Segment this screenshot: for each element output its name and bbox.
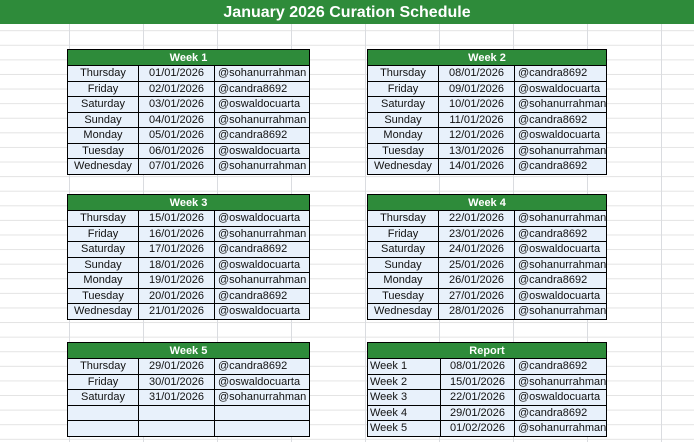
curator-cell[interactable]: @oswaldocuarta (218, 212, 301, 224)
table-row (368, 97, 606, 113)
curator-cell[interactable]: @candra8692 (518, 113, 588, 126)
date-cell[interactable]: 22/01/2026 (441, 390, 515, 405)
week-cell[interactable]: Week 2 (368, 375, 441, 390)
curator-cell[interactable]: @oswaldocuarta (518, 82, 601, 95)
date-cell[interactable]: 17/01/2026 (139, 242, 215, 257)
date-cell[interactable]: 10/01/2026 (439, 97, 515, 112)
week-cell[interactable]: Week 4 (368, 406, 441, 421)
curator-cell[interactable]: @oswaldocuarta (518, 129, 601, 141)
week-2-header: Week 2 (368, 50, 606, 66)
table-row (68, 258, 309, 274)
report-table (367, 342, 607, 437)
curator-cell[interactable]: @oswaldocuarta (218, 144, 301, 157)
curator-cell[interactable]: @candra8692 (218, 289, 288, 302)
date-cell[interactable]: 16/01/2026 (139, 227, 215, 242)
day-cell[interactable]: Thursday (368, 211, 439, 226)
curator-cell[interactable]: @candra8692 (518, 67, 588, 79)
day-cell[interactable]: Monday (68, 128, 139, 143)
curator-cell[interactable]: @oswaldocuarta (518, 243, 601, 255)
day-cell[interactable]: Tuesday (68, 289, 139, 304)
day-cell[interactable]: Wednesday (368, 304, 439, 319)
table-row (368, 406, 606, 422)
curator-cell[interactable]: @candra8692 (518, 274, 588, 286)
week-5-header: Week 5 (68, 343, 309, 359)
day-cell[interactable]: Friday (68, 82, 139, 97)
table-row (68, 159, 309, 174)
date-cell[interactable]: 29/01/2026 (139, 359, 215, 374)
table-row (368, 128, 606, 144)
week-3-header: Week 3 (68, 195, 309, 211)
date-cell[interactable]: 05/01/2026 (139, 128, 215, 143)
curator-cell[interactable] (215, 421, 309, 436)
curator-cell[interactable]: @sohanurrahman (218, 113, 307, 126)
date-cell[interactable]: 13/01/2026 (439, 144, 515, 159)
curator-cell[interactable]: @candra8692 (218, 129, 288, 141)
table-row (368, 273, 606, 289)
curator-cell[interactable]: @sohanurrahman (518, 144, 606, 157)
date-cell[interactable]: 29/01/2026 (441, 406, 515, 421)
week-cell[interactable]: Week 5 (368, 421, 441, 436)
curator-cell[interactable]: @sohanurrahman (518, 422, 606, 434)
day-cell[interactable]: Friday (368, 227, 439, 242)
table-row (368, 82, 606, 98)
curator-cell[interactable]: @sohanurrahman (218, 160, 307, 172)
date-cell[interactable]: 01/01/2026 (139, 66, 215, 81)
table-row (68, 242, 309, 258)
day-cell[interactable]: Tuesday (68, 144, 139, 159)
date-cell[interactable]: 23/01/2026 (439, 227, 515, 242)
day-cell[interactable]: Thursday (68, 359, 139, 374)
day-cell[interactable]: Friday (368, 82, 439, 97)
curator-cell[interactable]: @sohanurrahman (518, 258, 606, 271)
table-row (368, 258, 606, 274)
day-cell[interactable]: Thursday (68, 211, 139, 226)
table-row (368, 242, 606, 258)
date-cell[interactable]: 07/01/2026 (139, 159, 215, 174)
date-cell[interactable]: 21/01/2026 (139, 304, 215, 319)
table-row (368, 390, 606, 406)
date-cell[interactable]: 11/01/2026 (439, 113, 515, 128)
date-cell[interactable]: 12/01/2026 (439, 128, 515, 143)
curator-cell[interactable]: @sohanurrahman (518, 98, 606, 110)
day-cell[interactable] (68, 421, 139, 436)
day-cell[interactable] (68, 406, 139, 421)
table-row (368, 211, 606, 227)
date-cell[interactable]: 08/01/2026 (439, 66, 515, 81)
curator-cell[interactable] (215, 406, 309, 421)
week-4-table (367, 194, 607, 320)
curator-cell[interactable]: @sohanurrahman (218, 274, 307, 286)
table-row (68, 375, 309, 391)
week-cell[interactable]: Week 1 (368, 359, 441, 374)
day-cell[interactable]: Saturday (68, 242, 139, 257)
date-cell[interactable]: 02/01/2026 (139, 82, 215, 97)
day-cell[interactable]: Tuesday (368, 144, 439, 159)
day-cell[interactable]: Wednesday (68, 159, 139, 174)
date-cell[interactable]: 15/01/2026 (441, 375, 515, 390)
day-cell[interactable]: Saturday (68, 97, 139, 112)
date-cell[interactable]: 24/01/2026 (439, 242, 515, 257)
day-cell[interactable]: Monday (368, 128, 439, 143)
table-row (368, 113, 606, 129)
table-row (68, 390, 309, 406)
curator-cell[interactable]: @candra8692 (518, 360, 588, 372)
curator-cell[interactable]: @sohanurrahman (218, 227, 307, 240)
day-cell[interactable]: Saturday (368, 242, 439, 257)
table-row (368, 304, 606, 319)
table-row (368, 66, 606, 82)
date-cell[interactable]: 25/01/2026 (439, 258, 515, 273)
date-cell[interactable]: 04/01/2026 (139, 113, 215, 128)
day-cell[interactable]: Monday (68, 273, 139, 288)
date-cell[interactable]: 18/01/2026 (139, 258, 215, 273)
day-cell[interactable]: Thursday (368, 66, 439, 81)
date-cell[interactable]: 09/01/2026 (439, 82, 515, 97)
curator-cell[interactable]: @candra8692 (518, 406, 588, 419)
week-3-table (67, 194, 310, 320)
day-cell[interactable]: Saturday (68, 390, 139, 405)
day-cell[interactable]: Wednesday (68, 304, 139, 319)
curator-cell[interactable]: @oswaldocuarta (218, 375, 301, 388)
table-row (68, 211, 309, 227)
day-cell[interactable]: Thursday (68, 66, 139, 81)
date-cell[interactable]: 08/01/2026 (441, 359, 515, 374)
table-row (368, 159, 606, 174)
day-cell[interactable]: Tuesday (368, 289, 439, 304)
table-row (368, 375, 606, 391)
date-cell[interactable]: 03/01/2026 (139, 97, 215, 112)
curator-cell[interactable]: @sohanurrahman (518, 212, 606, 224)
table-row (68, 144, 309, 160)
day-cell[interactable]: Sunday (68, 258, 139, 273)
table-row (68, 304, 309, 319)
table-row (368, 289, 606, 305)
week-cell[interactable]: Week 3 (368, 390, 441, 405)
table-row (368, 227, 606, 243)
curator-cell[interactable]: @candra8692 (518, 160, 588, 172)
curator-cell[interactable]: @sohanurrahman (518, 375, 606, 388)
day-cell[interactable]: Monday (368, 273, 439, 288)
table-row (68, 66, 309, 82)
table-row (68, 128, 309, 144)
week-5-table (67, 342, 310, 437)
table-row (68, 421, 309, 436)
date-cell[interactable] (139, 406, 215, 421)
curator-cell[interactable]: @candra8692 (218, 360, 288, 372)
date-cell[interactable]: 28/01/2026 (439, 304, 515, 319)
curator-cell[interactable]: @candra8692 (218, 243, 288, 255)
table-row (68, 359, 309, 375)
table-row (68, 113, 309, 129)
date-cell[interactable]: 06/01/2026 (139, 144, 215, 159)
table-row (68, 273, 309, 289)
curator-cell[interactable]: @oswaldocuarta (218, 305, 301, 317)
curator-cell[interactable]: @candra8692 (518, 227, 588, 240)
table-row (68, 227, 309, 243)
date-cell[interactable]: 01/02/2026 (441, 421, 515, 436)
day-cell[interactable]: Friday (68, 227, 139, 242)
table-row (368, 359, 606, 375)
curator-cell[interactable]: @candra8692 (218, 82, 288, 95)
table-row (68, 406, 309, 422)
day-cell[interactable]: Sunday (68, 113, 139, 128)
curator-cell[interactable]: @oswaldocuarta (518, 289, 601, 302)
day-cell[interactable]: Friday (68, 375, 139, 390)
date-cell[interactable]: 31/01/2026 (139, 390, 215, 405)
date-cell[interactable] (139, 421, 215, 436)
table-row (68, 289, 309, 305)
date-cell[interactable]: 26/01/2026 (439, 273, 515, 288)
curator-cell[interactable]: @sohanurrahman (518, 305, 606, 317)
curator-cell[interactable]: @sohanurrahman (218, 67, 307, 79)
week-2-table (367, 49, 607, 175)
sheet-title: January 2026 Curation Schedule (0, 0, 694, 24)
table-row (368, 144, 606, 160)
date-cell[interactable]: 15/01/2026 (139, 211, 215, 226)
curator-cell[interactable]: @oswaldocuarta (218, 258, 301, 271)
table-row (368, 421, 606, 436)
week-1-table (67, 49, 310, 175)
day-cell[interactable]: Sunday (368, 258, 439, 273)
date-cell[interactable]: 19/01/2026 (139, 273, 215, 288)
day-cell[interactable]: Sunday (368, 113, 439, 128)
date-cell[interactable]: 27/01/2026 (439, 289, 515, 304)
date-cell[interactable]: 30/01/2026 (139, 375, 215, 390)
table-row (68, 82, 309, 98)
date-cell[interactable]: 22/01/2026 (439, 211, 515, 226)
week-4-header: Week 4 (368, 195, 606, 211)
curator-cell[interactable]: @oswaldocuarta (518, 391, 601, 403)
curator-cell[interactable]: @sohanurrahman (218, 391, 307, 403)
day-cell[interactable]: Wednesday (368, 159, 439, 174)
report-header: Report (368, 343, 606, 359)
date-cell[interactable]: 14/01/2026 (439, 159, 515, 174)
week-1-header: Week 1 (68, 50, 309, 66)
table-row (68, 97, 309, 113)
date-cell[interactable]: 20/01/2026 (139, 289, 215, 304)
curator-cell[interactable]: @oswaldocuarta (218, 98, 301, 110)
day-cell[interactable]: Saturday (368, 97, 439, 112)
